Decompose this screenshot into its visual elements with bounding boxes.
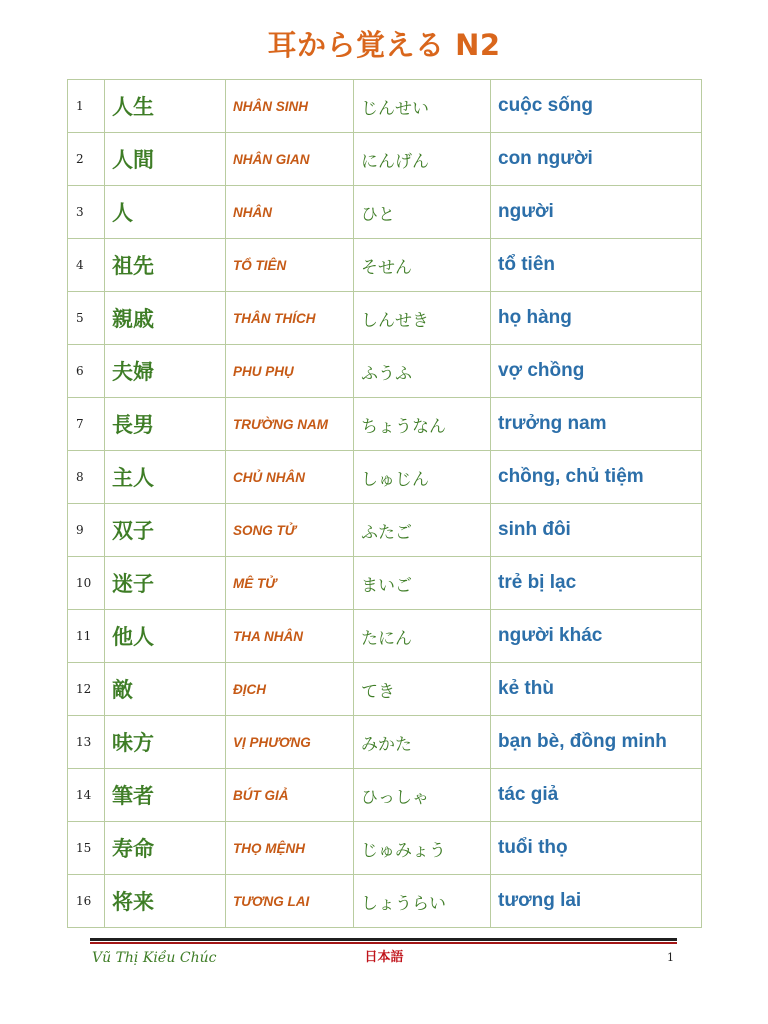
meaning-cell: họ hàng [491, 292, 702, 345]
meaning-cell: tổ tiên [491, 239, 702, 292]
footer-center-label: 日本語 [364, 950, 404, 965]
table-row [68, 292, 702, 345]
meaning-cell: người [491, 186, 702, 239]
row-number: 4 [68, 239, 105, 292]
kana-cell: しゅじん [354, 451, 491, 504]
table-row [68, 716, 702, 769]
kana-cell: ふうふ [354, 345, 491, 398]
kana-cell: じゅみょう [354, 822, 491, 875]
row-number: 13 [68, 716, 105, 769]
kanji-cell: 夫婦 [105, 345, 226, 398]
kana-cell: そせん [354, 239, 491, 292]
table-row [68, 239, 702, 292]
kanji-cell: 敵 [105, 663, 226, 716]
han-viet-cell: PHU PHỤ [226, 345, 354, 398]
han-viet-cell: VỊ PHƯƠNG [226, 716, 354, 769]
han-viet-cell: BÚT GIẢ [226, 769, 354, 822]
meaning-cell: tuổi thọ [491, 822, 702, 875]
kanji-cell: 主人 [105, 451, 226, 504]
row-number: 14 [68, 769, 105, 822]
kanji-cell: 迷子 [105, 557, 226, 610]
row-number: 8 [68, 451, 105, 504]
footer-author: Vũ Thị Kiều Chúc [92, 950, 217, 966]
meaning-cell: vợ chồng [491, 345, 702, 398]
row-number: 12 [68, 663, 105, 716]
kanji-cell: 人 [105, 186, 226, 239]
kanji-cell: 筆者 [105, 769, 226, 822]
meaning-cell: người khác [491, 610, 702, 663]
table-row [68, 610, 702, 663]
kanji-cell: 長男 [105, 398, 226, 451]
meaning-cell: bạn bè, đồng minh [491, 716, 702, 769]
row-number: 5 [68, 292, 105, 345]
kana-cell: にんげん [354, 133, 491, 186]
kana-cell: ひっしゃ [354, 769, 491, 822]
kana-cell: ひと [354, 186, 491, 239]
meaning-cell: trưởng nam [491, 398, 702, 451]
vocabulary-table [67, 79, 702, 928]
meaning-cell: trẻ bị lạc [491, 557, 702, 610]
han-viet-cell: SONG TỬ [226, 504, 354, 557]
table-row [68, 451, 702, 504]
meaning-cell: chồng, chủ tiệm [491, 451, 702, 504]
table-row [68, 875, 702, 928]
table-row [68, 822, 702, 875]
han-viet-cell: NHÂN [226, 186, 354, 239]
table-row [68, 186, 702, 239]
row-number: 10 [68, 557, 105, 610]
kanji-cell: 味方 [105, 716, 226, 769]
han-viet-cell: TRƯỜNG NAM [226, 398, 354, 451]
kana-cell: みかた [354, 716, 491, 769]
kanji-cell: 人間 [105, 133, 226, 186]
han-viet-cell: THÂN THÍCH [226, 292, 354, 345]
han-viet-cell: THỌ MỆNH [226, 822, 354, 875]
footer-divider-red [90, 942, 677, 944]
kanji-cell: 祖先 [105, 239, 226, 292]
table-row [68, 504, 702, 557]
row-number: 9 [68, 504, 105, 557]
han-viet-cell: THA NHÂN [226, 610, 354, 663]
page-title: 耳から覚える N2 [267, 28, 501, 62]
footer-divider-dark [90, 938, 677, 941]
kanji-cell: 人生 [105, 80, 226, 133]
kana-cell: たにん [354, 610, 491, 663]
meaning-cell: tác giả [491, 769, 702, 822]
han-viet-cell: NHÂN SINH [226, 80, 354, 133]
row-number: 11 [68, 610, 105, 663]
row-number: 3 [68, 186, 105, 239]
kanji-cell: 親戚 [105, 292, 226, 345]
han-viet-cell: CHỦ NHÂN [226, 451, 354, 504]
vocabulary-table-body [68, 80, 702, 928]
kana-cell: じんせい [354, 80, 491, 133]
row-number: 7 [68, 398, 105, 451]
kanji-cell: 将来 [105, 875, 226, 928]
meaning-cell: kẻ thù [491, 663, 702, 716]
kana-cell: しょうらい [354, 875, 491, 928]
kanji-cell: 他人 [105, 610, 226, 663]
row-number: 15 [68, 822, 105, 875]
kana-cell: ちょうなん [354, 398, 491, 451]
row-number: 16 [68, 875, 105, 928]
row-number: 6 [68, 345, 105, 398]
han-viet-cell: ĐỊCH [226, 663, 354, 716]
kanji-cell: 双子 [105, 504, 226, 557]
table-row [68, 557, 702, 610]
table-row [68, 80, 702, 133]
kana-cell: ふたご [354, 504, 491, 557]
row-number: 1 [68, 80, 105, 133]
meaning-cell: tương lai [491, 875, 702, 928]
table-row [68, 769, 702, 822]
kana-cell: てき [354, 663, 491, 716]
row-number: 2 [68, 133, 105, 186]
han-viet-cell: NHÂN GIAN [226, 133, 354, 186]
kana-cell: しんせき [354, 292, 491, 345]
han-viet-cell: MÊ TỬ [226, 557, 354, 610]
meaning-cell: con người [491, 133, 702, 186]
han-viet-cell: TƯƠNG LAI [226, 875, 354, 928]
han-viet-cell: TỔ TIÊN [226, 239, 354, 292]
kana-cell: まいご [354, 557, 491, 610]
meaning-cell: cuộc sống [491, 80, 702, 133]
meaning-cell: sinh đôi [491, 504, 702, 557]
table-row [68, 133, 702, 186]
page-number: 1 [667, 951, 674, 964]
table-row [68, 398, 702, 451]
table-row [68, 663, 702, 716]
table-row [68, 345, 702, 398]
kanji-cell: 寿命 [105, 822, 226, 875]
